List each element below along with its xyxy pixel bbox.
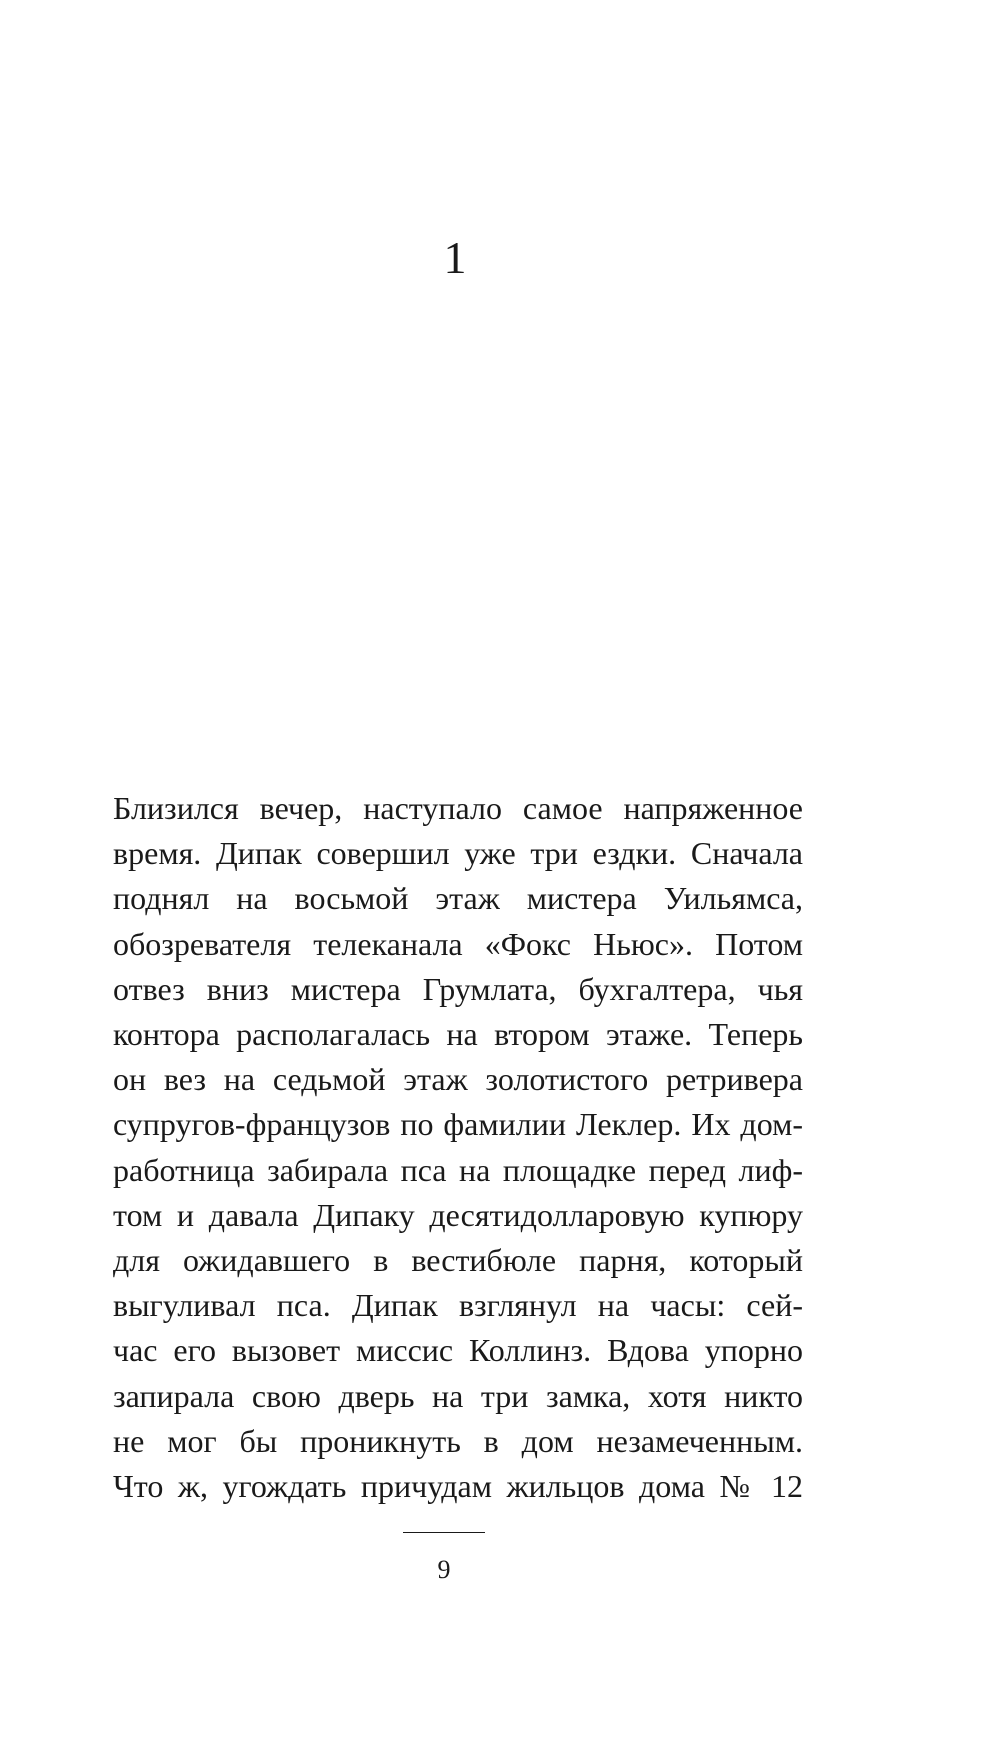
- text-line: отвез вниз мистера Грумлата, бухгалтера, чья: [113, 970, 803, 1007]
- text-line: для ожидавшего в вестибюле парня, который: [113, 1242, 803, 1279]
- chapter-number: 1: [443, 232, 467, 283]
- body-paragraph: [113, 786, 803, 1509]
- text-line: работница забирала пса на площадке перед лиф-: [113, 1151, 803, 1188]
- text-line: запирала свою дверь на три замка, хотя никто: [113, 1377, 803, 1414]
- text-line: выгуливал пса. Дипак взглянул на часы: сей-: [113, 1287, 803, 1324]
- text-line: он вез на седьмой этаж золотистого ретривера: [113, 1061, 803, 1098]
- text-line: супругов-французов по фамилии Леклер. Их дом-: [113, 1106, 803, 1143]
- text-line: поднял на восьмой этаж мистера Уильямса,: [113, 880, 803, 917]
- footer-rule: [403, 1532, 485, 1533]
- text-line: не мог бы проникнуть в дом незамеченным.: [113, 1422, 803, 1459]
- text-line: Что ж, угождать причудам жильцов дома № 12: [113, 1468, 803, 1505]
- text-line: час его вызовет миссис Коллинз. Вдова упорно: [113, 1332, 803, 1369]
- text-line: том и давала Дипаку десятидолларовую купюру: [113, 1196, 803, 1233]
- text-line: время. Дипак совершил уже три ездки. Сначала: [113, 835, 803, 872]
- text-line: обозревателя телеканала «Фокс Ньюс». Потом: [113, 925, 803, 962]
- page-number: 9: [437, 1555, 451, 1584]
- text-line: контора располагалась на втором этаже. Теперь: [113, 1016, 803, 1053]
- text-line: Близился вечер, наступало самое напряженное: [113, 790, 803, 826]
